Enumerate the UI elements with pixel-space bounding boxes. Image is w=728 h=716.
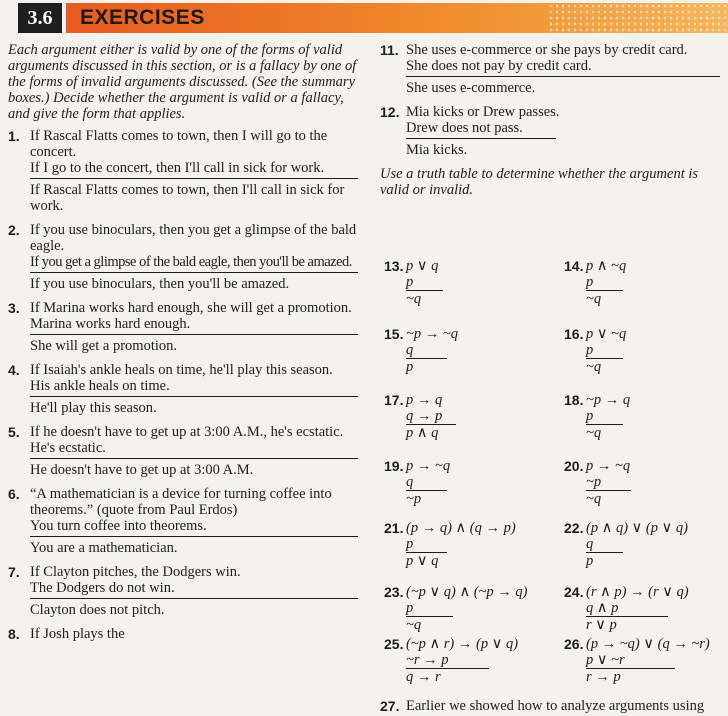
premise: p	[406, 600, 453, 617]
premise: q	[406, 474, 447, 491]
truth-table-exercise	[384, 520, 516, 569]
conclusion: If you use binoculars, then you'll be amazed.	[30, 276, 290, 292]
exercise-number: 15.	[384, 326, 404, 342]
exercise-number: 12.	[380, 104, 400, 120]
premise: She does not pay by credit card.	[406, 58, 720, 77]
truth-table-exercise	[384, 258, 443, 307]
right-column	[380, 42, 720, 204]
exercise-number: 23.	[384, 584, 404, 600]
section-header	[0, 0, 728, 38]
exercise-number: 26.	[564, 636, 584, 652]
exercise-number: 3.	[8, 300, 20, 316]
exercise-number: 21.	[384, 520, 404, 536]
exercise-number: 8.	[8, 626, 20, 642]
premise: You turn coffee into theorems.	[30, 518, 358, 537]
truth-table-exercise	[384, 392, 456, 441]
truth-table-exercise	[384, 636, 519, 685]
exercise-number: 7.	[8, 564, 20, 580]
decorative-dot-pattern	[548, 3, 728, 33]
premise: q → p	[406, 408, 456, 425]
premise: Marina works hard enough.	[30, 316, 358, 335]
premise: “A mathematician is a device for turning coffee into theorems.” (quote from Paul Erdos)	[30, 486, 332, 518]
premise: His ankle heals on time.	[30, 378, 358, 397]
section-title-text: EXERCISES	[80, 6, 205, 29]
exercise-8	[8, 626, 358, 642]
premise: She uses e-commerce or she pays by credit card.	[406, 42, 688, 58]
truth-table-exercise	[384, 458, 451, 507]
exercise-number: 24.	[564, 584, 584, 600]
exercise-11	[380, 42, 720, 96]
exercise-number: 22.	[564, 520, 584, 536]
exercise-5	[8, 424, 358, 478]
truth-table-exercise	[564, 636, 710, 685]
truth-table-exercise	[384, 584, 528, 633]
exercise-number: 14.	[564, 258, 584, 274]
exercise-3	[8, 300, 358, 354]
premise: Mia kicks or Drew passes.	[406, 104, 560, 120]
truth-table-exercise	[384, 326, 458, 375]
conclusion: He'll play this season.	[30, 400, 157, 416]
section-number: 3.6	[18, 3, 62, 33]
premise: If you get a glimpse of the bald eagle, then you'll be amazed.	[30, 254, 358, 273]
premise: He's ecstatic.	[30, 440, 358, 459]
exercise-number: 6.	[8, 486, 20, 502]
exercise-number: 11.	[380, 42, 399, 58]
premise: p ∨ q	[406, 258, 439, 274]
exercise-number: 1.	[8, 128, 20, 144]
exercise-7	[8, 564, 358, 618]
premise: p	[586, 274, 623, 291]
premise: If Rascal Flatts comes to town, then I will go to the concert.	[30, 128, 328, 160]
truth-table-exercise	[564, 458, 631, 507]
exercise-number: 4.	[8, 362, 20, 378]
premise: If Isaiah's ankle heals on time, he'll play this season.	[30, 362, 333, 378]
conclusion: r → p	[586, 669, 621, 685]
premise: p → ~q	[406, 458, 451, 474]
truth-table-instructions: Use a truth table to determine whether the argument is valid or invalid.	[380, 166, 699, 198]
left-column	[8, 42, 358, 642]
premise: p ∧ ~q	[586, 258, 627, 274]
premise: (~p ∨ q) ∧ (~p → q)	[406, 584, 528, 600]
conclusion: q → r	[406, 669, 441, 685]
conclusion: She uses e-commerce.	[406, 80, 536, 96]
conclusion: ~q	[406, 291, 422, 307]
premise: q	[586, 536, 623, 553]
conclusion: She will get a promotion.	[30, 338, 177, 354]
conclusion: ~q	[586, 491, 602, 507]
premise: (p → q) ∧ (q → p)	[406, 520, 516, 536]
premise: p	[406, 274, 443, 291]
conclusion: If Rascal Flatts comes to town, then I'll call in sick for work.	[30, 182, 345, 214]
exercise-12	[380, 104, 720, 158]
conclusion: p ∨ q	[406, 553, 439, 569]
exercise-number: 18.	[564, 392, 584, 408]
premise: If you use binoculars, then you get a glimpse of the bald eagle.	[30, 222, 357, 254]
conclusion: ~q	[586, 425, 602, 441]
premise: (r ∧ p) → (r ∨ q)	[586, 584, 689, 600]
exercise-6	[8, 486, 358, 556]
exercise-2	[8, 222, 358, 292]
premise: ~p → q	[586, 392, 631, 408]
premise: If Clayton pitches, the Dodgers win.	[30, 564, 241, 580]
exercise-text: Earlier we showed how to analyze arguments using	[406, 698, 705, 714]
truth-table-exercise	[564, 258, 627, 307]
premise: (p → ~q) ∨ (q → ~r)	[586, 636, 710, 652]
conclusion: ~p	[406, 491, 422, 507]
exercise-number: 25.	[384, 636, 404, 652]
premise: If Marina works hard enough, she will get a promotion.	[30, 300, 352, 316]
conclusion: ~q	[586, 359, 602, 375]
premise: ~p	[586, 474, 631, 491]
truth-table-exercise	[564, 584, 689, 633]
premise: If he doesn't have to get up at 3:00 A.M., he's ecstatic.	[30, 424, 344, 440]
premise: Drew does not pass.	[406, 120, 556, 139]
conclusion: r ∨ p	[586, 617, 617, 633]
premise: The Dodgers do not win.	[30, 580, 358, 599]
premise: (~p ∧ r) → (p ∨ q)	[406, 636, 519, 652]
premise: p	[406, 536, 447, 553]
premise: p	[586, 408, 623, 425]
exercise-number: 5.	[8, 424, 20, 440]
premise: p → ~q	[586, 458, 631, 474]
conclusion: He doesn't have to get up at 3:00 A.M.	[30, 462, 254, 478]
premise: If Josh plays the	[30, 626, 125, 642]
exercise-number: 27.	[380, 698, 400, 714]
instructions: Each argument either is valid by one of the forms of valid arguments discussed in this section, or is a fallacy by one of the forms of invalid arguments discussed. (See the summary boxes.) Decide whether the argument is valid or a fallacy, and give the form that applies.	[8, 42, 357, 122]
premise: If I go to the concert, then I'll call in sick for work.	[30, 160, 358, 179]
conclusion: ~q	[586, 291, 602, 307]
exercise-number: 2.	[8, 222, 20, 238]
truth-table-exercise	[564, 326, 627, 375]
conclusion: Clayton does not pitch.	[30, 602, 165, 618]
premise: ~r → p	[406, 652, 489, 669]
premise: q ∧ p	[586, 600, 668, 617]
premise: p → q	[406, 392, 443, 408]
exercise-27	[380, 698, 728, 714]
premise: p ∨ ~q	[586, 326, 627, 342]
conclusion: p	[586, 553, 594, 569]
conclusion: p	[406, 359, 414, 375]
conclusion: Mia kicks.	[406, 142, 468, 158]
exercise-number: 19.	[384, 458, 404, 474]
premise: ~p → ~q	[406, 326, 458, 342]
truth-table-exercise	[564, 520, 688, 569]
conclusion: ~q	[406, 617, 422, 633]
exercise-1	[8, 128, 358, 214]
exercise-number: 17.	[384, 392, 404, 408]
conclusion: You are a mathematician.	[30, 540, 178, 556]
exercise-number: 13.	[384, 258, 404, 274]
premise: p	[586, 342, 623, 359]
section-title	[66, 3, 728, 33]
conclusion: p ∧ q	[406, 425, 439, 441]
premise: p ∨ ~r	[586, 652, 675, 669]
premise: (p ∧ q) ∨ (p ∨ q)	[586, 520, 688, 536]
exercise-number: 16.	[564, 326, 584, 342]
exercise-number: 20.	[564, 458, 584, 474]
truth-table-exercise	[564, 392, 631, 441]
premise: q	[406, 342, 447, 359]
exercise-4	[8, 362, 358, 416]
